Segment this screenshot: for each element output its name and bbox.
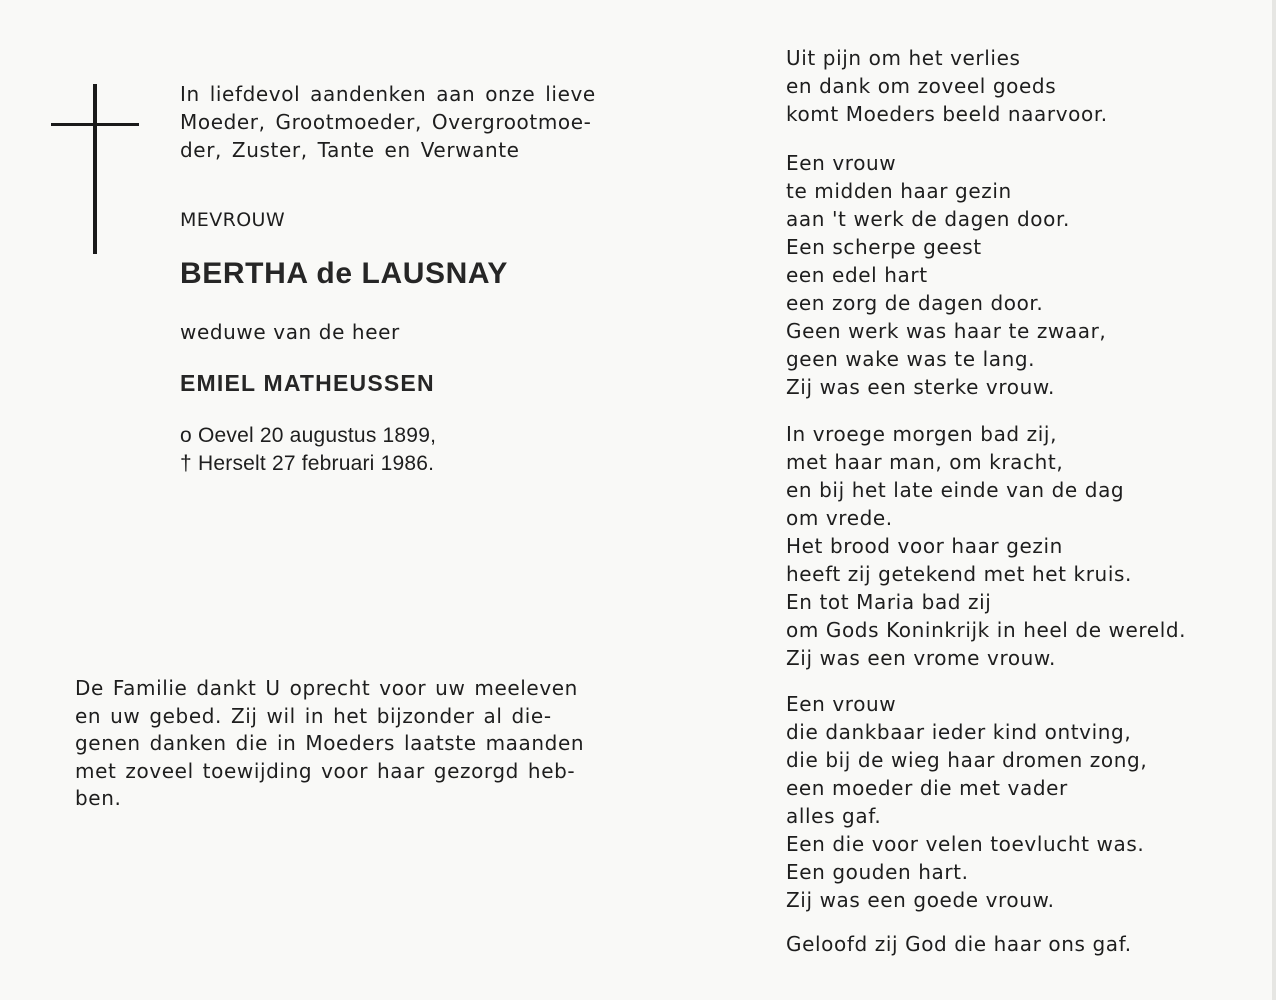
poem-stanza-1 — [786, 44, 1108, 128]
death-line — [180, 450, 436, 478]
thanks-line: genen danken die in Moeders laatste maanden — [75, 731, 585, 755]
poem-line: Zij was een vrome vrouw. — [786, 646, 1057, 670]
thanks-line: De Familie dankt U oprecht voor uw meeleven — [75, 676, 578, 700]
poem-line: En tot Maria bad zij — [786, 590, 992, 614]
birth-line — [180, 422, 436, 450]
poem-line: geen wake was te lang. — [786, 347, 1036, 371]
poem-line: Een gouden hart. — [786, 860, 969, 884]
birth-symbol: o — [180, 424, 192, 447]
poem-line: alles gaf. — [786, 804, 882, 828]
poem-line: een zorg de dagen door. — [786, 291, 1044, 315]
poem-line: aan 't werk de dagen door. — [786, 207, 1070, 231]
death-symbol: † — [180, 452, 192, 475]
poem-line: Een vrouw — [786, 692, 897, 716]
page-edge — [1272, 0, 1276, 1000]
title-mevrouw: MEVROUW — [180, 209, 286, 231]
poem-line: te midden haar gezin — [786, 179, 1012, 203]
intro-text — [180, 80, 596, 164]
poem-line: en dank om zoveel goeds — [786, 74, 1057, 98]
poem-line: Een scherpe geest — [786, 235, 982, 259]
cross-icon-bar — [51, 123, 139, 126]
poem-line: om Gods Koninkrijk in heel de wereld. — [786, 618, 1187, 642]
deceased-name: BERTHA de LAUSNAY — [180, 257, 509, 290]
poem-line: heeft zij getekend met het kruis. — [786, 562, 1132, 586]
poem-line: met haar man, om kracht, — [786, 450, 1064, 474]
poem-line: Geen werk was haar te zwaar, — [786, 319, 1107, 343]
birth-text: Oevel 20 augustus 1899, — [198, 424, 437, 447]
poem-stanza-2 — [786, 149, 1106, 401]
poem-line: een edel hart — [786, 263, 928, 287]
poem-line: Een die voor velen toevlucht was. — [786, 832, 1145, 856]
relation-text: weduwe van de heer — [180, 320, 400, 344]
dates — [180, 422, 436, 478]
poem-stanza-4 — [786, 690, 1147, 914]
intro-line: In liefdevol aandenken aan onze lieve — [180, 82, 596, 106]
poem-line: In vroege morgen bad zij, — [786, 422, 1058, 446]
poem-closing — [786, 930, 1132, 958]
poem-line: die bij de wieg haar dromen zong, — [786, 748, 1148, 772]
poem-line: om vrede. — [786, 506, 893, 530]
thanks-line: ben. — [75, 786, 122, 810]
poem-stanza-3 — [786, 420, 1186, 672]
cross-icon — [93, 84, 97, 254]
poem-line: Geloofd zij God die haar ons gaf. — [786, 932, 1132, 956]
poem-line: komt Moeders beeld naarvoor. — [786, 102, 1108, 126]
poem-line: Het brood voor haar gezin — [786, 534, 1063, 558]
poem-line: en bij het late einde van de dag — [786, 478, 1125, 502]
husband-name: EMIEL MATHEUSSEN — [180, 370, 435, 396]
thanks-line: en uw gebed. Zij wil in het bijzonder al die- — [75, 703, 552, 728]
thanks-line: met zoveel toewijding voor haar gezorgd heb- — [75, 758, 576, 783]
poem-line: een moeder die met vader — [786, 776, 1068, 800]
poem-line: Zij was een sterke vrouw. — [786, 375, 1055, 399]
thanks-text — [75, 674, 584, 812]
intro-line: Moeder, Grootmoeder, Overgrootmoe- — [180, 110, 592, 134]
death-text: Herselt 27 februari 1986. — [198, 452, 435, 475]
poem-line: Uit pijn om het verlies — [786, 46, 1021, 70]
poem-line: die dankbaar ieder kind ontving, — [786, 720, 1132, 744]
poem-line: Zij was een goede vrouw. — [786, 888, 1055, 912]
intro-line: der, Zuster, Tante en Verwante — [180, 138, 520, 162]
poem-line: Een vrouw — [786, 151, 897, 175]
